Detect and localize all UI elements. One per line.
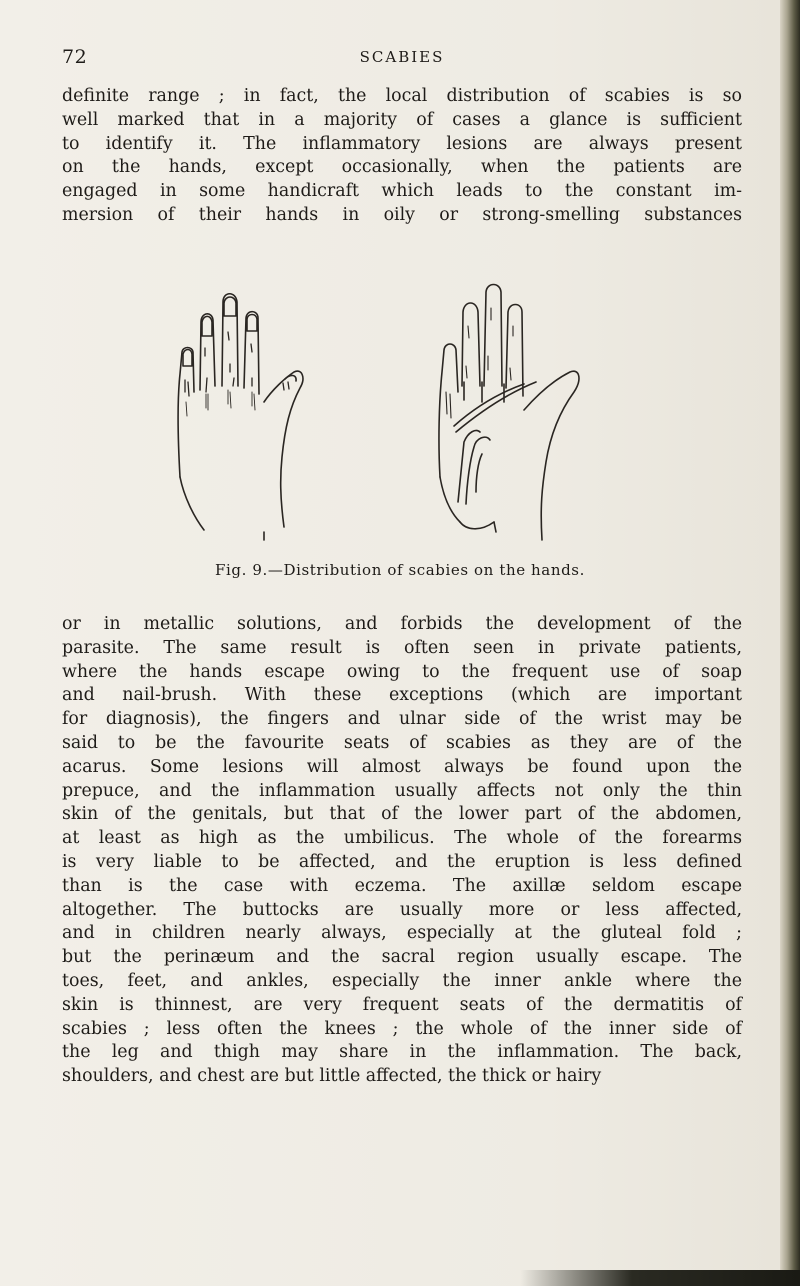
- text-line: skin of the genitals, but that of the lower part of the abdomen,: [62, 804, 742, 825]
- right-hand-drawing: [439, 285, 579, 541]
- book-bottom-shadow: [520, 1270, 800, 1286]
- text-line: said to be the favourite seats of scabies as they are of the: [62, 732, 742, 753]
- text-line: where the hands escape owing to the frequent use of soap: [62, 661, 742, 682]
- text-line: or in metallic solutions, and forbids the development of the: [62, 614, 742, 634]
- text-line: skin is thinnest, are very frequent seats of the dermatitis of: [62, 994, 742, 1015]
- text-line: is very liable to be affected, and the eruption is less defined: [62, 851, 742, 872]
- paragraph-2: [62, 613, 742, 1089]
- text-line: engaged in some handicraft which leads to the constant im-: [62, 181, 742, 202]
- text-line: shoulders, and chest are but little affected, the thick or hairy: [62, 1066, 602, 1087]
- text-line: parasite. The same result is often seen in private patients,: [62, 637, 742, 658]
- text-line: altogether. The buttocks are usually more or less affected,: [62, 899, 742, 920]
- text-line: on the hands, except occasionally, when the patients are: [62, 157, 742, 178]
- text-line: than is the case with eczema. The axillæ seldom escape: [62, 875, 742, 896]
- text-line: and nail-brush. With these exceptions (which are important: [62, 685, 742, 706]
- text-line: definite range ; in fact, the local distribution of scabies is so: [62, 86, 742, 106]
- text-line: but the perinæum and the sacral region usually escape. The: [62, 947, 742, 968]
- text-line: to identify it. The inflammatory lesions are always present: [62, 133, 742, 154]
- book-page-edge: [780, 0, 800, 1286]
- text-line: toes, feet, and ankles, especially the inner ankle where the: [62, 970, 742, 991]
- page-header: [62, 46, 742, 76]
- hands-illustration: [160, 282, 610, 544]
- paragraph-1: [62, 85, 742, 228]
- text-line: acarus. Some lesions will almost always be found upon the: [62, 756, 742, 777]
- running-head: SCABIES: [359, 48, 445, 66]
- left-hand-drawing: [178, 294, 303, 540]
- figure-caption: Fig. 9.—Distribution of scabies on the hands.: [215, 561, 585, 579]
- text-line: prepuce, and the inflammation usually affects not only the thin: [62, 780, 742, 801]
- text-line: for diagnosis), the fingers and ulnar side of the wrist may be: [62, 709, 742, 730]
- text-line: well marked that in a majority of cases a glance is sufficient: [62, 109, 742, 130]
- text-line: the leg and thigh may share in the inflammation. The back,: [62, 1042, 742, 1063]
- text-line: scabies ; less often the knees ; the whole of the inner side of: [62, 1018, 742, 1039]
- text-line: mersion of their hands in oily or strong-smelling substances: [62, 204, 742, 225]
- text-line: and in children nearly always, especially at the gluteal fold ;: [62, 923, 742, 944]
- page-number: 72: [62, 46, 88, 68]
- text-line: at least as high as the umbilicus. The whole of the forearms: [62, 828, 742, 849]
